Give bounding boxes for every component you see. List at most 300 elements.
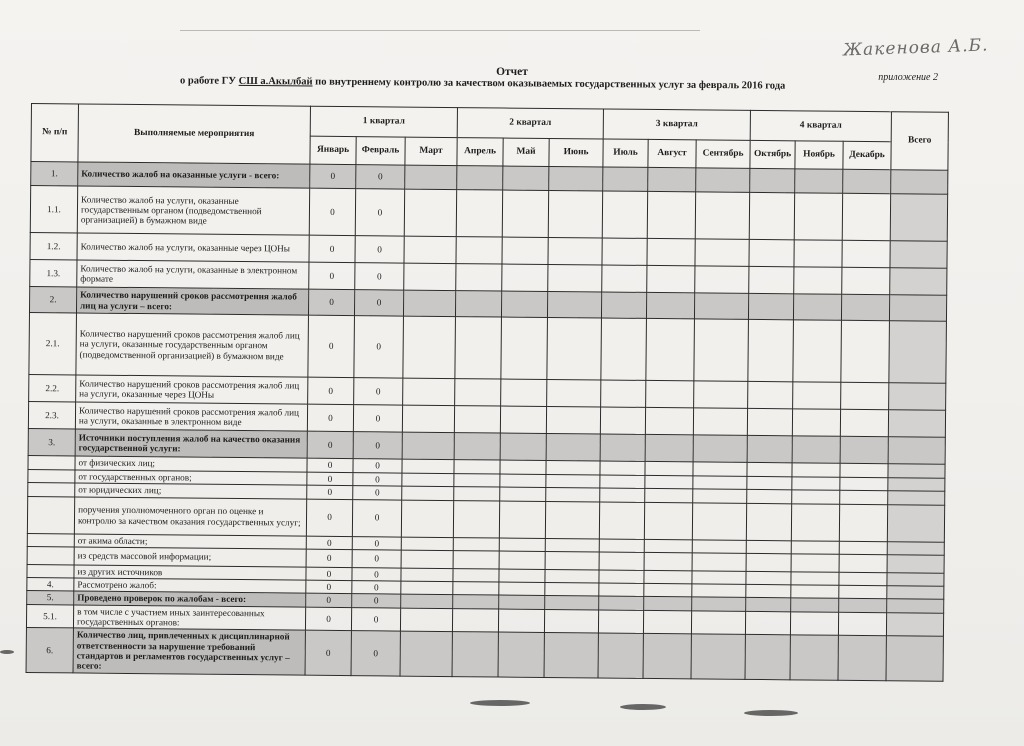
cell-empty [840, 463, 888, 477]
cell-empty [746, 540, 791, 554]
cell-total [887, 541, 944, 555]
cell-total [887, 586, 944, 600]
cell-february: 0 [353, 486, 402, 500]
cell-january: 0 [306, 567, 352, 581]
cell-empty [545, 569, 599, 583]
cell-empty [402, 432, 454, 459]
cell-empty [692, 584, 746, 598]
cell-empty [792, 463, 840, 477]
cell-empty [843, 169, 891, 193]
cell-empty [452, 632, 498, 677]
cell-empty [696, 168, 750, 193]
header-month: Август [648, 139, 696, 167]
cell-empty [746, 571, 791, 585]
row-activity: Количество нарушений сроков рассмотрения жалоб лиц на услуги – всего: [76, 287, 308, 315]
cell-empty [693, 435, 747, 463]
cell-empty [644, 539, 692, 553]
cell-january: 0 [307, 472, 353, 486]
cell-january: 0 [310, 164, 356, 188]
cell-total [886, 636, 943, 681]
row-number [27, 533, 74, 547]
cell-empty [841, 294, 889, 320]
cell-empty [793, 320, 842, 382]
row-number: 3. [28, 428, 75, 455]
cell-february: 0 [352, 594, 401, 608]
row-activity: от юридических лиц; [75, 483, 307, 499]
cell-empty [599, 552, 644, 570]
cell-empty [547, 317, 602, 380]
cell-empty [692, 539, 746, 553]
row-number: 5. [27, 591, 74, 605]
cell-empty [456, 264, 502, 291]
cell-empty [644, 570, 692, 584]
row-activity: Количество жалоб на услуги, оказанные государственным органом (подведомственной организацией) в бумажном виде [77, 186, 309, 235]
cell-empty [545, 501, 599, 539]
scan-smudge [470, 700, 530, 706]
cell-empty [693, 489, 747, 503]
cell-january: 0 [309, 235, 355, 262]
cell-empty [403, 316, 456, 378]
cell-empty [693, 408, 747, 436]
cell-february: 0 [356, 165, 405, 189]
appendix-label: приложение 2 [878, 72, 938, 83]
cell-empty [792, 409, 840, 436]
cell-empty [644, 597, 692, 611]
cell-january: 0 [307, 404, 353, 431]
cell-february: 0 [354, 378, 403, 405]
cell-empty [692, 553, 746, 572]
cell-total [889, 321, 947, 384]
cell-empty [795, 169, 843, 193]
cell-empty [499, 595, 545, 609]
row-number: 1.2. [30, 232, 77, 259]
header-month: Май [503, 138, 549, 166]
cell-empty [453, 537, 499, 551]
row-number: 1. [31, 162, 78, 186]
cell-total [887, 599, 944, 613]
cell-empty [452, 608, 498, 632]
cell-empty [840, 477, 888, 491]
cell-empty [599, 539, 644, 553]
cell-empty [402, 459, 454, 473]
cell-january: 0 [305, 631, 351, 676]
cell-empty [603, 167, 648, 191]
cell-empty [599, 583, 644, 597]
cell-empty [792, 477, 840, 491]
row-activity: из других источников [74, 565, 306, 581]
row-number: 6. [26, 628, 73, 673]
cell-february: 0 [351, 607, 400, 631]
cell-empty [842, 240, 890, 267]
header-month: Июль [603, 139, 648, 167]
cell-february: 0 [355, 263, 404, 290]
cell-empty [401, 550, 453, 568]
header-q2: 2 квартал [457, 108, 603, 139]
cell-january: 0 [308, 377, 354, 404]
cell-empty [400, 631, 452, 676]
cell-empty [599, 502, 644, 539]
row-number: 2.2. [29, 374, 76, 401]
cell-empty [840, 409, 888, 436]
cell-empty [745, 611, 790, 635]
cell-empty [599, 596, 644, 610]
cell-total [890, 241, 947, 269]
cell-february: 0 [353, 473, 402, 487]
cell-february: 0 [355, 189, 404, 236]
cell-empty [602, 265, 647, 292]
header-total: Всего [891, 112, 949, 171]
cell-empty [455, 317, 502, 379]
cell-empty [839, 599, 887, 613]
row-activity: от государственных органов; [75, 470, 307, 486]
cell-empty [839, 504, 887, 541]
row-activity: от акима области; [74, 534, 306, 550]
scan-smudge [0, 650, 14, 654]
header-month: Февраль [356, 137, 405, 165]
cell-empty [695, 239, 749, 267]
cell-empty [645, 475, 693, 489]
cell-empty [745, 635, 790, 680]
cell-empty [499, 538, 545, 552]
cell-empty [545, 551, 599, 570]
cell-empty [647, 238, 695, 265]
cell-total [891, 170, 948, 195]
cell-total [888, 478, 945, 492]
cell-empty [546, 488, 600, 502]
cell-empty [792, 490, 840, 504]
cell-empty [404, 263, 456, 290]
row-number: 1.3. [30, 259, 77, 286]
cell-january: 0 [307, 431, 353, 458]
cell-empty [548, 264, 602, 292]
bleed-through-line [180, 30, 700, 31]
header-q4: 4 квартал [750, 110, 891, 141]
cell-empty [404, 236, 456, 263]
report-title: Отчет [496, 66, 528, 78]
cell-empty [750, 168, 795, 192]
cell-empty [454, 487, 500, 501]
cell-january: 0 [309, 188, 355, 235]
cell-empty [546, 460, 600, 475]
cell-empty [454, 460, 500, 474]
cell-empty [793, 294, 841, 320]
cell-empty [644, 584, 692, 598]
cell-empty [794, 193, 842, 240]
cell-empty [402, 405, 454, 432]
row-number: 1.1. [30, 186, 77, 233]
cell-empty [404, 189, 456, 236]
cell-total [887, 504, 944, 542]
cell-empty [401, 581, 453, 595]
organization-name: СШ а.Акылбай [238, 75, 313, 88]
cell-empty [403, 290, 455, 316]
cell-empty [545, 538, 599, 552]
cell-empty [790, 612, 838, 636]
cell-february: 0 [352, 536, 401, 550]
cell-empty [647, 191, 695, 238]
header-month: Июнь [549, 138, 603, 167]
cell-empty [544, 633, 598, 678]
scan-smudge [744, 710, 798, 716]
cell-total [888, 464, 945, 479]
row-number [28, 469, 75, 483]
table-row [26, 628, 943, 681]
header-month: Октябрь [750, 140, 795, 168]
cell-empty [548, 237, 602, 265]
cell-empty [499, 569, 545, 583]
cell-empty [746, 503, 791, 540]
cell-empty [454, 474, 500, 488]
cell-empty [791, 503, 839, 540]
cell-empty [549, 166, 603, 191]
cell-empty [402, 486, 454, 500]
cell-february: 0 [353, 405, 402, 432]
cell-empty [747, 462, 792, 476]
header-q3: 3 квартал [603, 109, 750, 140]
cell-empty [645, 407, 693, 434]
cell-empty [500, 406, 546, 433]
row-activity: Количество нарушений сроков рассмотрения жалоб лиц на услуги, оказанные через ЦОНы [76, 375, 308, 404]
cell-total [886, 613, 943, 637]
cell-empty [746, 598, 791, 612]
cell-empty [546, 406, 600, 434]
cell-empty [601, 318, 647, 380]
cell-february: 0 [351, 631, 400, 676]
cell-empty [500, 474, 546, 488]
cell-empty [692, 502, 746, 540]
cell-empty [747, 408, 792, 435]
cell-empty [746, 553, 791, 571]
header-month: Декабрь [843, 141, 891, 169]
table-row [29, 312, 947, 383]
cell-empty [791, 598, 839, 612]
cell-empty [403, 378, 455, 405]
cell-january: 0 [307, 485, 353, 499]
row-activity: Количество жалоб на услуги, оказанные в электронном формате [77, 260, 309, 289]
cell-empty [841, 320, 890, 382]
row-activity: в том числе с участием иных заинтересованных государственных органов: [73, 605, 305, 631]
cell-empty [644, 552, 692, 570]
cell-total [888, 491, 945, 505]
cell-january: 0 [307, 458, 353, 472]
cell-empty [794, 267, 842, 294]
cell-empty [500, 460, 546, 474]
cell-empty [691, 634, 745, 679]
cell-january: 0 [306, 594, 352, 608]
cell-empty [646, 380, 694, 407]
cell-empty [645, 489, 693, 503]
cell-empty [600, 434, 645, 461]
cell-empty [500, 487, 546, 501]
cell-empty [790, 635, 838, 680]
cell-february: 0 [353, 459, 402, 473]
cell-empty [548, 190, 602, 238]
cell-empty [794, 240, 842, 267]
cell-january: 0 [309, 262, 355, 289]
cell-empty [499, 551, 545, 569]
header-q1: 1 квартал [310, 106, 457, 137]
cell-total [887, 573, 944, 587]
row-number: 5.1. [26, 604, 73, 628]
cell-empty [838, 612, 886, 636]
cell-january: 0 [308, 315, 355, 377]
row-number: 2.1. [29, 312, 77, 374]
cell-empty [455, 291, 501, 317]
cell-february: 0 [354, 290, 403, 316]
subtitle-prefix: о работе ГУ [179, 75, 237, 87]
cell-january: 0 [306, 549, 352, 567]
cell-empty [645, 461, 693, 475]
row-number [27, 564, 74, 578]
header-month: Март [405, 137, 457, 165]
cell-empty [498, 632, 544, 677]
cell-empty [601, 292, 646, 318]
cell-january: 0 [306, 499, 352, 536]
cell-empty [839, 585, 887, 599]
cell-empty [748, 319, 794, 381]
cell-empty [840, 436, 888, 463]
report-table [26, 103, 949, 681]
cell-january: 0 [305, 607, 351, 631]
row-activity: Количество нарушений сроков рассмотрения жалоб лиц на услуги, оказанные государственным органом (подведомственной организацией) в бумажном виде [76, 313, 309, 377]
cell-empty [842, 267, 890, 294]
cell-empty [457, 166, 503, 190]
row-number: 4. [27, 578, 74, 592]
cell-empty [646, 292, 694, 318]
cell-empty [839, 572, 887, 586]
cell-empty [546, 474, 600, 488]
cell-empty [749, 266, 794, 293]
cell-empty [453, 500, 499, 537]
cell-empty [456, 190, 502, 237]
cell-empty [693, 462, 747, 477]
cell-empty [547, 379, 601, 407]
cell-empty [598, 633, 643, 678]
cell-empty [401, 537, 453, 551]
row-activity: Проведено проверок по жалобам - всего: [74, 591, 306, 607]
cell-empty [601, 380, 646, 407]
cell-empty [600, 407, 645, 434]
cell-empty [453, 550, 499, 568]
cell-empty [499, 582, 545, 596]
cell-empty [749, 192, 794, 239]
cell-february: 0 [353, 432, 402, 459]
cell-empty [405, 165, 457, 189]
cell-empty [500, 433, 546, 460]
cell-empty [546, 433, 600, 461]
cell-empty [748, 293, 793, 319]
cell-total [888, 437, 945, 465]
row-activity: Источники поступления жалоб на качество оказания государственной услуги: [75, 429, 307, 458]
cell-empty [643, 610, 691, 634]
cell-empty [791, 554, 839, 572]
header-num: № п/п [31, 104, 79, 162]
cell-empty [599, 570, 644, 584]
cell-empty [501, 379, 547, 406]
row-activity: Количество нарушений сроков рассмотрения жалоб лиц на услуги, оказанные в электронном виде [75, 402, 307, 431]
cell-empty [694, 319, 749, 382]
cell-empty [748, 381, 793, 408]
cell-empty [453, 595, 499, 609]
row-number [27, 496, 74, 533]
cell-empty [454, 406, 500, 433]
cell-empty [547, 291, 601, 318]
row-activity: Количество лиц, привлеченных к дисциплинарной ответственности за нарушение требований стандартов и регламентов государственных услуг – всего: [73, 628, 305, 674]
row-number: 2.3. [28, 401, 75, 428]
row-activity: из средств массовой информации; [74, 547, 306, 567]
cell-empty [600, 461, 645, 475]
row-activity: Рассмотрено жалоб: [74, 578, 306, 594]
cell-total [888, 410, 945, 438]
header-month: Сентябрь [696, 140, 750, 169]
subtitle-suffix: по внутреннему контролю за качеством оказываемых государственных услуг за февраль 2016 года [315, 76, 786, 92]
cell-empty [839, 541, 887, 555]
cell-empty [545, 583, 599, 597]
cell-empty [401, 595, 453, 609]
cell-empty [791, 585, 839, 599]
header-month: Ноябрь [795, 141, 843, 169]
cell-february: 0 [355, 236, 404, 263]
cell-february: 0 [352, 499, 401, 536]
header-month: Январь [310, 136, 356, 164]
cell-total [887, 555, 944, 574]
cell-empty [838, 636, 886, 681]
cell-empty [644, 502, 692, 539]
cell-january: 0 [306, 580, 352, 594]
cell-empty [502, 190, 548, 237]
cell-empty [400, 608, 452, 632]
scan-smudge [620, 704, 666, 710]
cell-empty [544, 609, 598, 633]
cell-empty [747, 490, 792, 504]
cell-empty [455, 379, 501, 406]
cell-empty [598, 610, 643, 634]
cell-total [889, 383, 946, 411]
cell-empty [694, 381, 748, 409]
cell-empty [499, 501, 545, 538]
cell-january: 0 [306, 536, 352, 550]
cell-empty [545, 596, 599, 610]
cell-empty [692, 571, 746, 585]
cell-empty [693, 476, 747, 490]
header-month: Апрель [457, 138, 503, 166]
cell-empty [501, 291, 547, 317]
row-number [28, 483, 75, 497]
cell-total [889, 295, 946, 322]
row-number [27, 546, 74, 564]
cell-empty [842, 193, 890, 240]
cell-empty [456, 237, 502, 264]
cell-empty [839, 554, 887, 572]
cell-empty [692, 597, 746, 611]
cell-empty [648, 167, 696, 191]
cell-empty [747, 435, 792, 462]
cell-total [890, 194, 947, 242]
cell-empty [793, 382, 841, 409]
cell-empty [502, 264, 548, 291]
cell-february: 0 [352, 567, 401, 581]
cell-empty [600, 475, 645, 489]
cell-total [890, 268, 947, 296]
cell-empty [647, 265, 695, 292]
row-activity: Количество жалоб на оказанные услуги - всего: [78, 162, 310, 188]
cell-empty [791, 572, 839, 586]
cell-empty [749, 239, 794, 266]
cell-empty [502, 237, 548, 264]
cell-empty [840, 491, 888, 505]
cell-empty [791, 540, 839, 554]
row-number [28, 455, 75, 469]
